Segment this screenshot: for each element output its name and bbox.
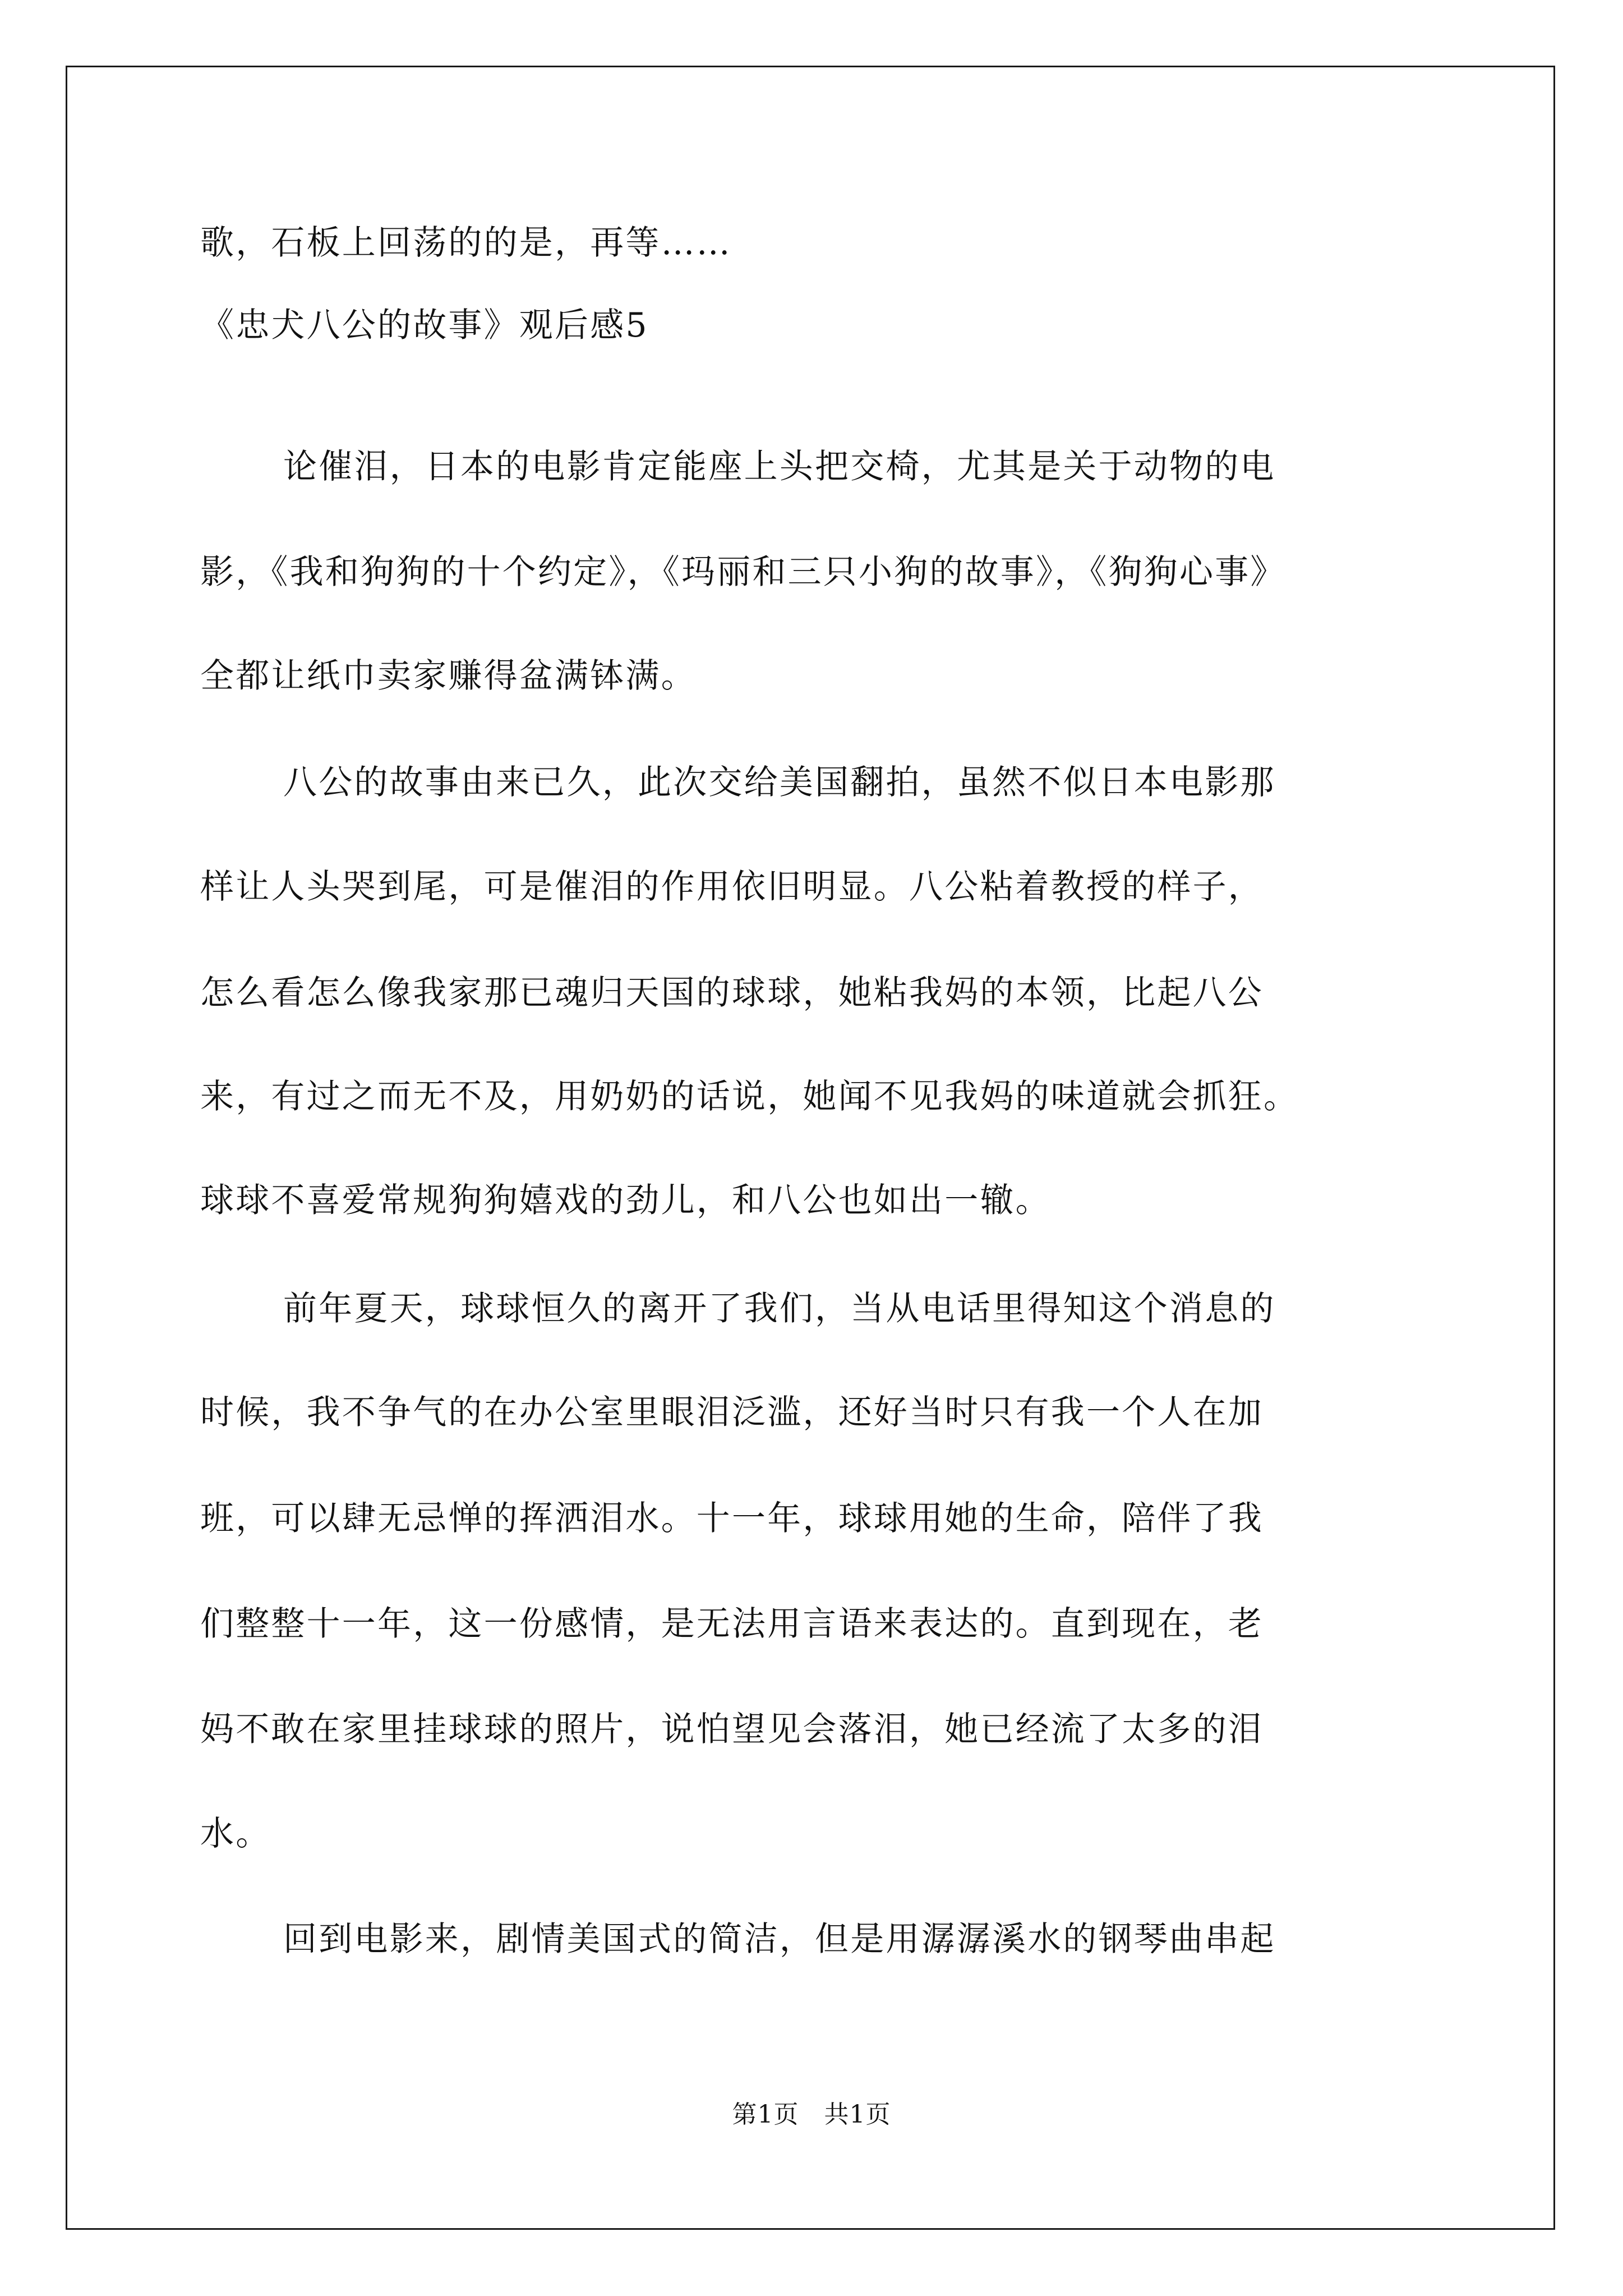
text-line-3: 论催泪，日本的电影肯定能座上头把交椅，尤其是关于动物的电: [283, 447, 1276, 486]
essay-title: 《忠犬八公的故事》观后感5: [200, 306, 649, 345]
text-line-4: 影，《我和狗狗的十个约定》，《玛丽和三只小狗的故事》，《狗狗心事》: [200, 553, 1286, 592]
text-line-13: 班，可以肆无忌惮的挥洒泪水。十一年，球球用她的生命，陪伴了我: [200, 1499, 1264, 1538]
text-line-7: 样让人头哭到尾，可是催泪的作用依旧明显。八公粘着教授的样子，: [200, 867, 1264, 907]
text-line-1: 歌，石板上回荡的的是，再等……: [200, 223, 732, 263]
text-line-15: 妈不敢在家里挂球球的照片，说怕望见会落泪，她已经流了太多的泪: [200, 1710, 1264, 1749]
text-line-14: 们整整十一年，这一份感情，是无法用言语来表达的。直到现在，老: [200, 1604, 1264, 1644]
text-line-8: 怎么看怎么像我家那已魂归天国的球球，她粘我妈的本领，比起八公: [200, 973, 1264, 1013]
text-line-6: 八公的故事由来已久，此次交给美国翻拍，虽然不似日本电影那: [283, 763, 1276, 802]
text-line-9: 来，有过之而无不及，用奶奶的话说，她闻不见我妈的味道就会抓狂。: [200, 1077, 1299, 1116]
text-line-16: 水。: [200, 1814, 271, 1853]
text-line-11: 前年夏天，球球恒久的离开了我们，当从电话里得知这个消息的: [283, 1289, 1276, 1328]
text-line-10: 球球不喜爱常规狗狗嬉戏的劲儿，和八公也如出一辙。: [200, 1181, 1051, 1220]
text-line-5: 全都让纸巾卖家赚得盆满钵满。: [200, 656, 697, 696]
page-footer: 第1页 共1页: [732, 2100, 891, 2129]
text-line-12: 时候，我不争气的在办公室里眼泪泛滥，还好当时只有我一个人在加: [200, 1393, 1264, 1432]
text-line-17: 回到电影来，剧情美国式的简洁，但是用潺潺溪水的钢琴曲串起: [283, 1920, 1276, 1959]
page-border: [66, 66, 1555, 2230]
